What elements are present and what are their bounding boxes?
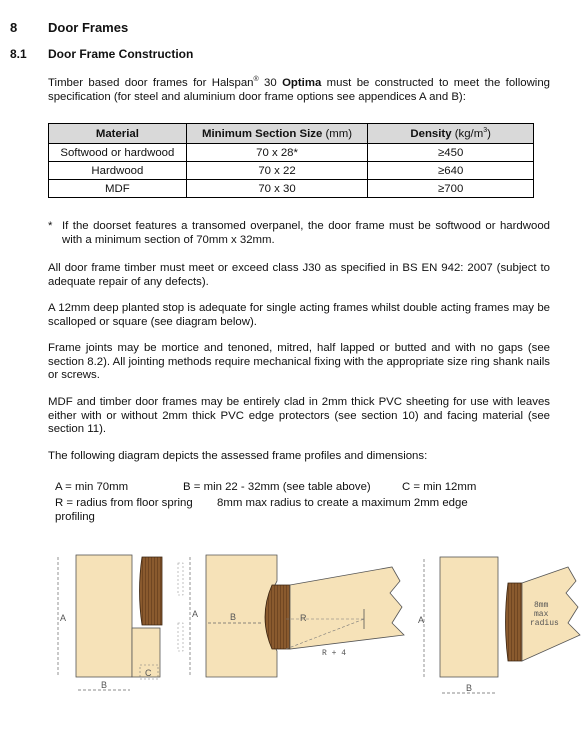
section-title: Door Frames (48, 20, 129, 35)
door-leaf-edge (140, 557, 163, 625)
label-8mm: 8mm (534, 601, 549, 610)
scalloped-double-action-profile (190, 555, 404, 677)
section-number: 8 (10, 20, 18, 35)
label-c: C (145, 668, 152, 678)
label-max: max (534, 610, 549, 619)
subsection-title: Door Frame Construction (48, 47, 194, 61)
subsection-number: 8.1 (10, 47, 27, 61)
dimension-a: A = min 70mm (55, 481, 129, 493)
paragraph-planted-stop: A 12mm deep planted stop is adequate for single acting frames whilst double acting frames may be scalloped or square (see diagram below). (48, 302, 550, 328)
header-section-size: Minimum Section Size (mm) (186, 124, 368, 144)
label-b: B (466, 683, 473, 693)
label-a: A (60, 613, 67, 623)
cell-density: ≥450 (368, 144, 534, 162)
square-radius-profile (418, 557, 580, 693)
intro-text-start: Timber based door frames for Halspan (48, 77, 254, 89)
table-header-row (49, 124, 534, 144)
door-leaf-edge (506, 583, 523, 661)
label-radius: radius (530, 619, 559, 628)
footnote-mark: * (48, 220, 53, 232)
paragraph-timber-class: All door frame timber must meet or exceed class J30 as specified in BS EN 942: 2007 (subject to adequate repair of any defects). (48, 262, 550, 288)
cell-material: Softwood or hardwood (49, 144, 187, 162)
table-row (49, 162, 534, 180)
frame-spec-table (48, 123, 534, 198)
product-name: Optima (282, 77, 322, 89)
label-b: B (230, 612, 237, 622)
door-leaf-body (290, 567, 404, 649)
cell-section: 70 x 22 (186, 162, 368, 180)
cell-material: MDF (49, 180, 187, 198)
cell-section: 70 x 28* (186, 144, 368, 162)
paragraph-pvc-cladding: MDF and timber door frames may be entirely clad in 2mm thick PVC sheeting for use with leaves either with or without 2mm thick PVC edge protectors (see section 10) and facing material (see section 11). (48, 396, 550, 436)
frame-section (440, 557, 498, 677)
label-r-plus-4: R + 4 (322, 649, 347, 658)
door-leaf-edge (265, 585, 290, 649)
dimension-c: C = min 12mm (402, 481, 477, 493)
dimension-b: B = min 22 - 32mm (see table above) (183, 481, 371, 493)
paragraph-frame-joints: Frame joints may be mortice and tenoned, mitred, half lapped or butted and with no gaps (see section 8.2). All jointing methods require mechanical fixing with the appropriate size ring shank nails or screws. (48, 342, 550, 382)
label-b: B (101, 680, 108, 690)
frame-profiles-diagram (0, 545, 585, 705)
table-row (49, 180, 534, 198)
intro-text-end: must be constructed to meet the following specification (for steel and aluminium door frame options see appendices A and B): (48, 77, 550, 103)
intro-text-mid: 30 (258, 77, 283, 89)
cell-section: 70 x 30 (186, 180, 368, 198)
intro-paragraph (48, 77, 550, 104)
label-r: R (300, 613, 307, 623)
frame-edge-marker (178, 623, 183, 651)
label-a: A (418, 615, 425, 625)
cell-density: ≥700 (368, 180, 534, 198)
dimension-r-note: 8mm max radius to create a maximum 2mm edge (217, 497, 468, 509)
paragraph-diagram-intro: The following diagram depicts the assessed frame profiles and dimensions: (48, 450, 428, 462)
cell-density: ≥640 (368, 162, 534, 180)
table-row (49, 144, 534, 162)
frame-edge-marker (178, 563, 183, 595)
cell-material: Hardwood (49, 162, 187, 180)
door-leaf-body (522, 567, 580, 661)
header-density: Density $(kg/m^3)$ (368, 124, 534, 144)
header-material: Material (49, 124, 187, 144)
planted-stop-profile (58, 555, 183, 690)
registered-mark: ® (253, 76, 259, 84)
dimension-r-note-cont: profiling (55, 511, 95, 523)
frame-section (76, 555, 132, 677)
dimension-r: R = radius from floor spring (55, 497, 193, 509)
footnote-text: If the doorset features a transomed overpanel, the door frame must be softwood or hardwood with a minimum section of 70mm x 32mm. (62, 220, 550, 246)
label-a: A (192, 609, 199, 619)
